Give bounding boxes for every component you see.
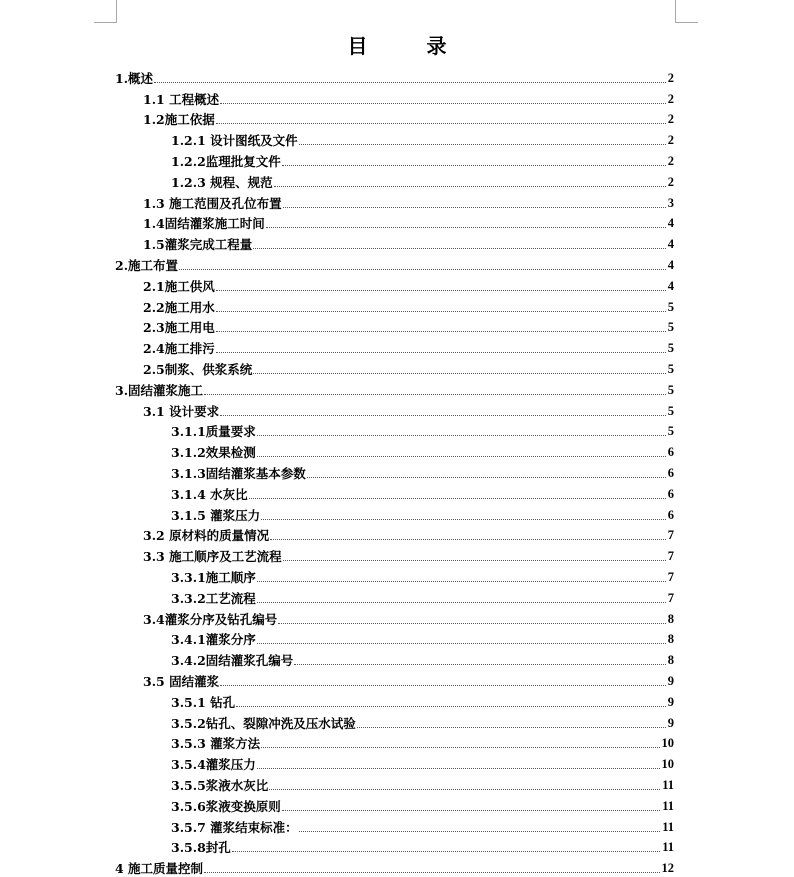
toc-page-number: 9 [667, 673, 674, 688]
toc-page-number: 12 [661, 861, 674, 876]
toc-entry[interactable] [171, 793, 674, 814]
toc-entry-label: 3.5.6浆液变换原则 [171, 798, 281, 814]
toc-page-number: 10 [661, 736, 674, 751]
toc-entry[interactable] [143, 668, 674, 689]
toc-dot-leader [220, 415, 666, 416]
toc-page-number: 4 [667, 237, 674, 252]
toc-dot-leader [253, 373, 666, 374]
toc-dot-leader [232, 851, 660, 852]
toc-entry[interactable] [171, 814, 674, 835]
toc-page-number: 9 [667, 694, 674, 709]
toc-page-number: 6 [667, 445, 674, 460]
toc-entry-label: 2.3施工用电 [143, 320, 215, 336]
toc-page-number: 6 [667, 486, 674, 501]
toc-page-number: 5 [667, 341, 674, 356]
toc-entry-label: 3.1.1质量要求 [171, 424, 256, 440]
page-corner-mark-right [675, 0, 698, 23]
toc-entry[interactable] [171, 585, 674, 606]
toc-entry[interactable] [115, 855, 674, 876]
toc-dot-leader [257, 768, 660, 769]
toc-entry-label: 3.5.7 灌浆结束标准： [171, 819, 298, 835]
toc-entry-label: 3.5.8封孔 [171, 840, 231, 856]
toc-entry[interactable] [171, 751, 674, 772]
toc-entry-label: 2.4施工排污 [143, 341, 215, 357]
toc-dot-leader [261, 519, 666, 520]
toc-page-number: 11 [662, 798, 674, 813]
toc-page-number: 7 [667, 590, 674, 605]
toc-entry[interactable] [143, 315, 674, 336]
toc-entry[interactable] [171, 564, 674, 585]
toc-entry-label: 2.施工布置 [115, 257, 179, 273]
toc-dot-leader [154, 82, 666, 83]
toc-entry[interactable] [143, 294, 674, 315]
toc-dot-leader [236, 706, 666, 707]
toc-dot-leader [283, 207, 666, 208]
toc-entry[interactable] [171, 419, 674, 440]
toc-dot-leader [274, 186, 666, 187]
toc-entry-label: 1.2施工依据 [143, 112, 215, 128]
toc-entry[interactable] [171, 710, 674, 731]
toc-entry-label: 1.2.2监理批复文件 [171, 153, 281, 169]
toc-entry[interactable] [115, 377, 674, 398]
toc-dot-leader [299, 144, 666, 145]
toc-dot-leader [220, 103, 666, 104]
toc-entry-label: 2.1施工供风 [143, 278, 215, 294]
toc-page-number: 6 [667, 507, 674, 522]
toc-dot-leader [294, 664, 665, 665]
toc-page-number: 2 [667, 112, 674, 127]
toc-page-number: 11 [662, 840, 674, 855]
toc-entry[interactable] [115, 252, 674, 273]
toc-page-number: 11 [662, 819, 674, 834]
toc-dot-leader [216, 290, 666, 291]
toc-dot-leader [249, 498, 666, 499]
toc-page-number: 3 [667, 195, 674, 210]
page-corner-mark-left [94, 0, 117, 23]
toc-entry-label: 2.5制浆、供浆系统 [143, 361, 253, 377]
toc-dot-leader [204, 872, 659, 873]
toc-page-number: 2 [667, 133, 674, 148]
toc-dot-leader [257, 456, 666, 457]
toc-dot-leader [257, 435, 666, 436]
toc-entry[interactable] [171, 835, 674, 856]
toc-entry-label: 3.5.1 钻孔 [171, 694, 236, 710]
toc-entry-label: 3.1.3固结灌浆基本参数 [171, 465, 306, 481]
toc-entry[interactable] [143, 335, 674, 356]
toc-entry[interactable] [143, 606, 674, 627]
toc-page-number: 7 [667, 569, 674, 584]
toc-entry[interactable] [143, 356, 674, 377]
toc-entry-label: 1.5灌浆完成工程量 [143, 237, 253, 253]
toc-entry[interactable] [143, 273, 674, 294]
toc-entry-label: 3.5 固结灌浆 [143, 673, 220, 689]
toc-dot-leader [220, 685, 666, 686]
toc-entry[interactable] [143, 543, 674, 564]
toc-entry[interactable] [115, 65, 674, 86]
toc-page-number: 7 [667, 549, 674, 564]
toc-entry-label: 3.1.2效果检测 [171, 445, 256, 461]
toc-page-number: 8 [667, 653, 674, 668]
toc-dot-leader [283, 560, 666, 561]
toc-page-number: 2 [667, 70, 674, 85]
toc-dot-leader [282, 165, 666, 166]
toc-dot-leader [179, 269, 666, 270]
toc-dot-leader [282, 810, 660, 811]
toc-entry-label: 3.4.1灌浆分序 [171, 632, 256, 648]
toc-entry[interactable] [171, 731, 674, 752]
toc-dot-leader [257, 602, 666, 603]
toc-page-number: 8 [667, 611, 674, 626]
toc-entry[interactable] [171, 502, 674, 523]
toc-page-number: 2 [667, 174, 674, 189]
toc-page-number: 5 [667, 361, 674, 376]
toc-entry[interactable] [143, 231, 674, 252]
toc-dot-leader [269, 789, 660, 790]
toc-entry-label: 3.5.4灌浆压力 [171, 757, 256, 773]
toc-dot-leader [216, 352, 666, 353]
toc-entry[interactable] [171, 127, 674, 148]
toc-entry-label: 4 施工质量控制 [115, 861, 204, 877]
toc-page-number: 4 [667, 216, 674, 231]
toc-dot-leader [357, 727, 666, 728]
toc-page-number: 5 [667, 320, 674, 335]
toc-dot-leader [216, 331, 666, 332]
toc-entry[interactable] [171, 169, 674, 190]
toc-entry[interactable] [171, 627, 674, 648]
toc-entry[interactable] [143, 190, 674, 211]
toc-page-number: 8 [667, 632, 674, 647]
toc-dot-leader [266, 227, 666, 228]
toc-dot-leader [278, 623, 666, 624]
toc-dot-leader [204, 394, 666, 395]
toc-page-number: 2 [667, 91, 674, 106]
toc-dot-leader [307, 477, 666, 478]
toc-page-number: 5 [667, 424, 674, 439]
toc-entry[interactable] [143, 523, 674, 544]
toc-entry-label: 3.1.5 灌浆压力 [171, 507, 261, 523]
toc-page-number: 4 [667, 278, 674, 293]
toc-entry-label: 3.5.3 灌浆方法 [171, 736, 261, 752]
toc-entry[interactable] [171, 439, 674, 460]
toc-entry-label: 1.1 工程概述 [143, 91, 220, 107]
toc-entry-label: 3.3.2工艺流程 [171, 590, 256, 606]
toc-dot-leader [216, 311, 666, 312]
toc-page-number: 5 [667, 299, 674, 314]
toc-dot-leader [253, 248, 666, 249]
toc-page-number: 6 [667, 465, 674, 480]
toc-dot-leader [270, 539, 666, 540]
toc-entry-label: 3.2 原材料的质量情况 [143, 528, 270, 544]
toc-entry-label: 3.3.1施工顺序 [171, 569, 256, 585]
toc-entry-label: 3.5.5浆液水灰比 [171, 777, 269, 793]
toc-entry-label: 3.3 施工顺序及工艺流程 [143, 549, 282, 565]
toc-entry-label: 3.4灌浆分序及钻孔编号 [143, 611, 278, 627]
toc-entry[interactable] [143, 211, 674, 232]
toc-title: 目 录 [347, 34, 473, 58]
toc-dot-leader [216, 123, 666, 124]
toc-dot-leader [261, 747, 659, 748]
toc-entry-label: 3.4.2固结灌浆孔编号 [171, 653, 294, 669]
toc-entry-label: 2.2施工用水 [143, 299, 215, 315]
toc-entry[interactable] [171, 689, 674, 710]
toc-page-number: 11 [662, 777, 674, 792]
toc-page-number: 4 [667, 257, 674, 272]
toc-entry-label: 1.概述 [115, 70, 154, 86]
toc-page-number: 9 [667, 715, 674, 730]
toc-entry-label: 1.2.3 规程、规范 [171, 174, 273, 190]
toc-entry-label: 1.4固结灌浆施工时间 [143, 216, 265, 232]
toc-entry[interactable] [143, 107, 674, 128]
toc-entry[interactable] [171, 772, 674, 793]
toc-entry-label: 3.固结灌浆施工 [115, 382, 204, 398]
toc-entry-label: 3.1 设计要求 [143, 403, 220, 419]
toc-entry[interactable] [171, 481, 674, 502]
toc-page-number: 5 [667, 382, 674, 397]
toc-entry[interactable] [143, 86, 674, 107]
toc-page-number: 5 [667, 403, 674, 418]
toc-page-number: 10 [661, 757, 674, 772]
toc-dot-leader [299, 831, 661, 832]
toc-entry[interactable] [171, 647, 674, 668]
toc-entry[interactable] [171, 148, 674, 169]
toc-entry-label: 1.3 施工范围及孔位布置 [143, 195, 282, 211]
toc-dot-leader [257, 643, 666, 644]
toc-entry[interactable] [171, 460, 674, 481]
toc-entry-label: 1.2.1 设计图纸及文件 [171, 133, 298, 149]
toc-page-number: 7 [667, 528, 674, 543]
toc-page-number: 2 [667, 153, 674, 168]
toc-entry-label: 3.1.4 水灰比 [171, 486, 248, 502]
toc-entry[interactable] [143, 398, 674, 419]
toc-dot-leader [257, 581, 666, 582]
toc-entry-label: 3.5.2钻孔、裂隙冲洗及压水试验 [171, 715, 356, 731]
